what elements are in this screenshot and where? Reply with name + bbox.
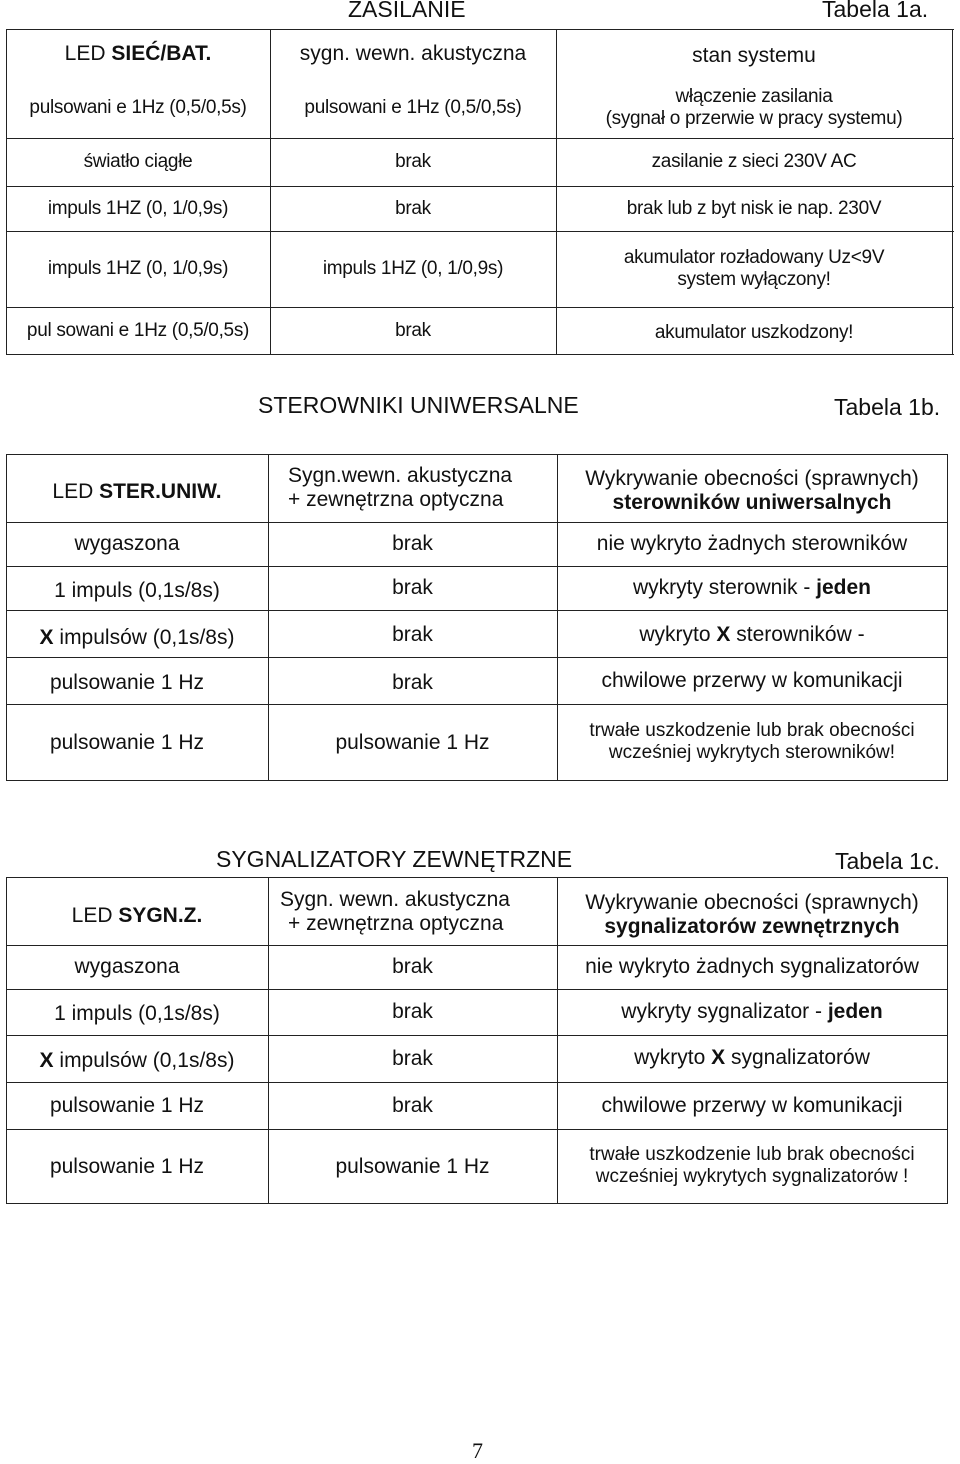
table-1a-row-3-sound: brak [395, 198, 431, 220]
table-1a-row-1-sound: pulsowani e 1Hz (0,5/0,5s) [304, 97, 522, 119]
table-1c-row-3-sound: brak [392, 1046, 433, 1070]
table-1b-row-1-sound: brak [392, 531, 433, 555]
table-1b-row-3-sound: brak [392, 622, 433, 646]
table-1b-header-led: LED STER.UNIW. [52, 479, 222, 503]
table-1a-row-5-sound: brak [395, 320, 431, 342]
table-1c-row-2-sound: brak [392, 999, 433, 1023]
table-1c-title: SYGNALIZATORY ZEWNĘTRZNE [216, 846, 573, 872]
table-1b-row-2-sound: brak [392, 575, 433, 599]
table-1c-row-5-led: pulsowanie 1 Hz [49, 1154, 205, 1178]
table-1a-row-1-state: włączenie zasilania (sygnał o przerwie w pracy systemu) [605, 86, 903, 129]
table-1b-row-5-detect: trwałe uszkodzenie lub brak obecności wcześniej wykrytych sterowników! [589, 720, 915, 763]
page-number: 7 [472, 1438, 483, 1463]
table-1b-header-detect: Wykrywanie obecności (sprawnych) sterowników uniwersalnych [585, 466, 919, 514]
table-1c-row-5-detect: trwałe uszkodzenie lub brak obecności wcześniej wykrytych sygnalizatorów ! [589, 1144, 915, 1187]
table-1b-row-3-detect: wykryto X sterowników - [639, 622, 865, 646]
table-1c-row-3-led: X impulsów (0,1s/8s) [39, 1048, 235, 1072]
table-1a-row-5-led: pul sowani e 1Hz (0,5/0,5s) [26, 320, 250, 342]
table-1a-label: Tabela 1a. [822, 0, 929, 22]
table-1a-row-3-led: impuls 1HZ (0, 1/0,9s) [47, 198, 229, 220]
table-1b-row-1-detect: nie wykryto żadnych sterowników [596, 531, 908, 555]
table-1c-row-1-led: wygaszona [74, 954, 180, 978]
table-1a-row-4-sound: impuls 1HZ (0, 1/0,9s) [322, 258, 504, 280]
table-1c-row-5-sound: pulsowanie 1 Hz [335, 1154, 490, 1178]
table-1c-row-4-sound: brak [392, 1093, 433, 1117]
table-1b-row-4-sound: brak [392, 670, 433, 694]
table-1b-title: STEROWNIKI UNIWERSALNE [258, 392, 579, 418]
table-1a-row-2-sound: brak [395, 151, 431, 173]
table-1c-header-led: LED SYGN.Z. [71, 903, 203, 927]
table-1a-row-5-state: akumulator uszkodzony! [654, 322, 854, 344]
table-1a-row-1-led: pulsowani e 1Hz (0,5/0,5s) [29, 97, 247, 119]
table-1b-row-4-led: pulsowanie 1 Hz [49, 670, 205, 694]
table-1a-header-led: LED SIEĆ/BAT. [64, 41, 212, 65]
table-1b-row-4-detect: chwilowe przerwy w komunikacji [601, 668, 903, 692]
table-1a-header-state: stan systemu [692, 43, 816, 67]
table-1b-row-5-led: pulsowanie 1 Hz [49, 730, 205, 754]
table-1b-header-sound: Sygn.wewn. akustyczna + zewnętrzna optyczna [288, 463, 513, 511]
table-1c-row-4-detect: chwilowe przerwy w komunikacji [601, 1093, 903, 1117]
table-1b-row-5-sound: pulsowanie 1 Hz [335, 730, 490, 754]
table-1c-header-detect: Wykrywanie obecności (sprawnych) sygnalizatorów zewnętrznych [585, 890, 919, 938]
table-1b-row-2-led: 1 impuls (0,1s/8s) [54, 578, 220, 602]
table-1b-row-2-detect: wykryty sterownik - jeden [632, 575, 872, 599]
table-1a-row-4-led: impuls 1HZ (0, 1/0,9s) [47, 258, 229, 280]
table-1a-row-2-led: światło ciągłe [83, 151, 193, 173]
table-1b-row-1-led: wygaszona [74, 531, 180, 555]
table-1c-row-3-detect: wykryto X sygnalizatorów [634, 1045, 870, 1069]
table-1c-header-sound: Sygn. wewn. akustyczna + zewnętrzna optyczna [280, 887, 510, 935]
table-1c-label: Tabela 1c. [835, 848, 940, 874]
table-1b-label: Tabela 1b. [834, 394, 941, 420]
table-1a-title: ZASILANIE [348, 0, 466, 22]
table-1c-row-2-detect: wykryty sygnalizator - jeden [621, 999, 883, 1023]
table-1a-row-2-state: zasilanie z sieci 230V AC [651, 151, 857, 173]
table-1c-row-2-led: 1 impuls (0,1s/8s) [54, 1001, 220, 1025]
table-1a-row-3-state: brak lub z byt nisk ie nap. 230V [626, 198, 882, 220]
table-1c-row-4-led: pulsowanie 1 Hz [49, 1093, 205, 1117]
table-1c-row-1-sound: brak [392, 954, 433, 978]
table-1c-row-1-detect: nie wykryto żadnych sygnalizatorów [585, 954, 919, 978]
table-1a-header-sound: sygn. wewn. akustyczna [299, 41, 527, 65]
table-1b-row-3-led: X impulsów (0,1s/8s) [39, 625, 235, 649]
table-1a-row-4-state: akumulator rozładowany Uz<9V system wyłączony! [623, 247, 885, 290]
